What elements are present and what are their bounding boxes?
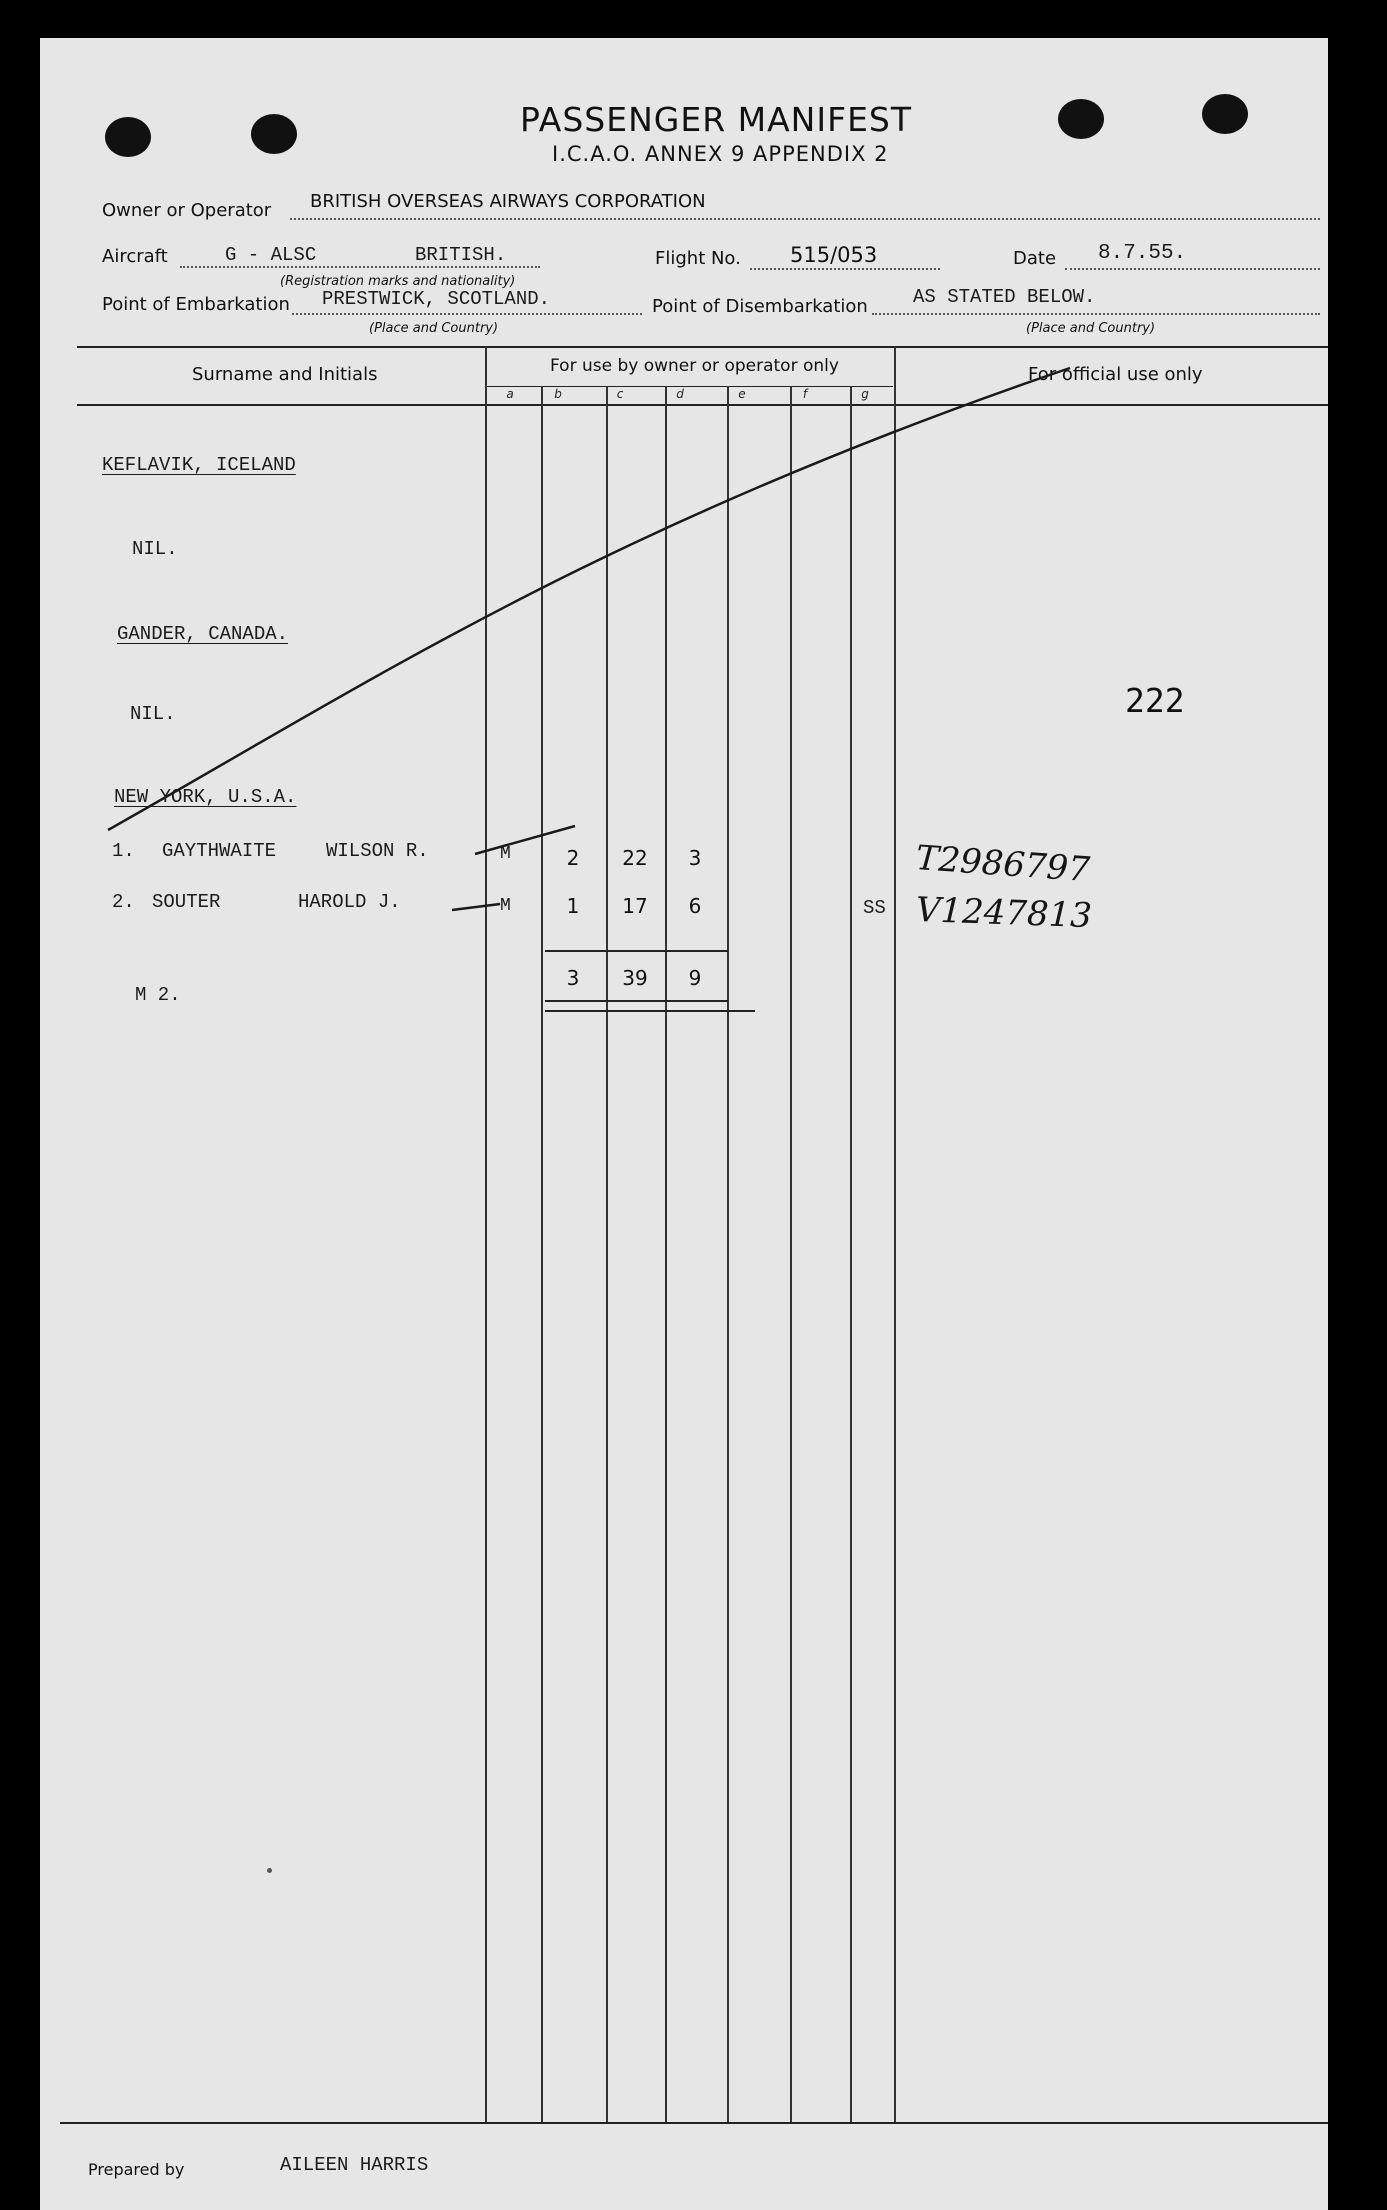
table-bottom-rule [60,2122,1328,2124]
passenger-1-given: WILSON R. [326,840,429,862]
col-letter-c: c [616,387,624,401]
passenger-1-surname: GAYTHWAITE [162,840,277,862]
passenger-1-sex: M [500,844,511,864]
passenger-2-given: HAROLD J. [298,891,401,913]
passenger-2-official-number: V1247813 [915,890,1093,937]
col-letter-d: d [676,387,684,401]
stray-mark [267,1868,272,1873]
aircraft-hint: (Registration marks and nationality) [280,274,516,289]
prepared-by-label: Prepared by [88,2160,185,2179]
passenger-2-col-b: 1 [566,894,580,918]
disembarkation-value: AS STATED BELOW. [913,286,1096,308]
col-surname-header: Surname and Initials [192,364,378,385]
passenger-1-number: 1. [112,840,135,862]
aircraft-label: Aircraft [102,246,168,267]
strike-mark [452,904,500,910]
embarkation-value: PRESTWICK, SCOTLAND. [322,288,551,310]
date-value: 8.7.55. [1098,242,1187,265]
col-letter-f: f [802,387,808,401]
section-new-york: NEW YORK, U.S.A. [114,786,297,808]
manifest-sheet [40,38,1328,2210]
col-official-header: For official use only [1028,364,1203,385]
date-label: Date [1013,248,1057,269]
col-letter-e: e [738,387,746,401]
passenger-1-col-c: 22 [622,846,648,870]
summary-count: M 2. [135,984,181,1006]
strike-mark [475,826,575,854]
col-owner-use-header: For use by owner or operator only [550,356,839,376]
official-stamp-number: 222 [1125,681,1185,720]
passenger-2-col-d: 6 [688,894,702,918]
total-col-c: 39 [622,966,648,990]
disembarkation-label: Point of Disembarkation [652,296,868,317]
embarkation-hint: (Place and Country) [369,321,499,336]
passenger-1-col-b: 2 [566,846,580,870]
owner-label: Owner or Operator [102,200,272,221]
col-letter-g: g [861,387,869,401]
diagonal-strike-line [108,368,1070,830]
owner-value: BRITISH OVERSEAS AIRWAYS CORPORATION [310,191,706,212]
embarkation-label: Point of Embarkation [102,294,290,315]
passenger-1-official-number: T2986797 [914,838,1092,891]
page-title: PASSENGER MANIFEST [520,100,913,139]
passenger-2-col-c: 17 [622,894,648,918]
prepared-by-value: AILEEN HARRIS [280,2154,429,2176]
total-col-b: 3 [566,966,580,990]
flight-number: 515/053 [790,243,878,267]
aircraft-nationality: BRITISH. [415,244,507,266]
passenger-1-col-d: 3 [688,846,702,870]
total-col-d: 9 [688,966,702,990]
section-gander-note: NIL. [130,703,176,725]
page-subtitle: I.C.A.O. ANNEX 9 APPENDIX 2 [552,142,889,166]
col-letter-a: a [506,387,514,401]
passenger-2-sex: M [500,896,511,916]
disembarkation-hint: (Place and Country) [1026,321,1156,336]
flight-label: Flight No. [655,248,741,269]
col-letter-b: b [554,387,562,401]
passenger-2-col-g: SS [863,897,886,919]
section-keflavik-note: NIL. [132,538,178,560]
passenger-2-surname: SOUTER [152,891,221,913]
section-gander: GANDER, CANADA. [117,623,289,645]
aircraft-registration: G - ALSC [225,244,317,266]
pen-strokes [40,38,1328,2210]
section-keflavik: KEFLAVIK, ICELAND [102,454,296,476]
passenger-2-number: 2. [112,891,135,913]
